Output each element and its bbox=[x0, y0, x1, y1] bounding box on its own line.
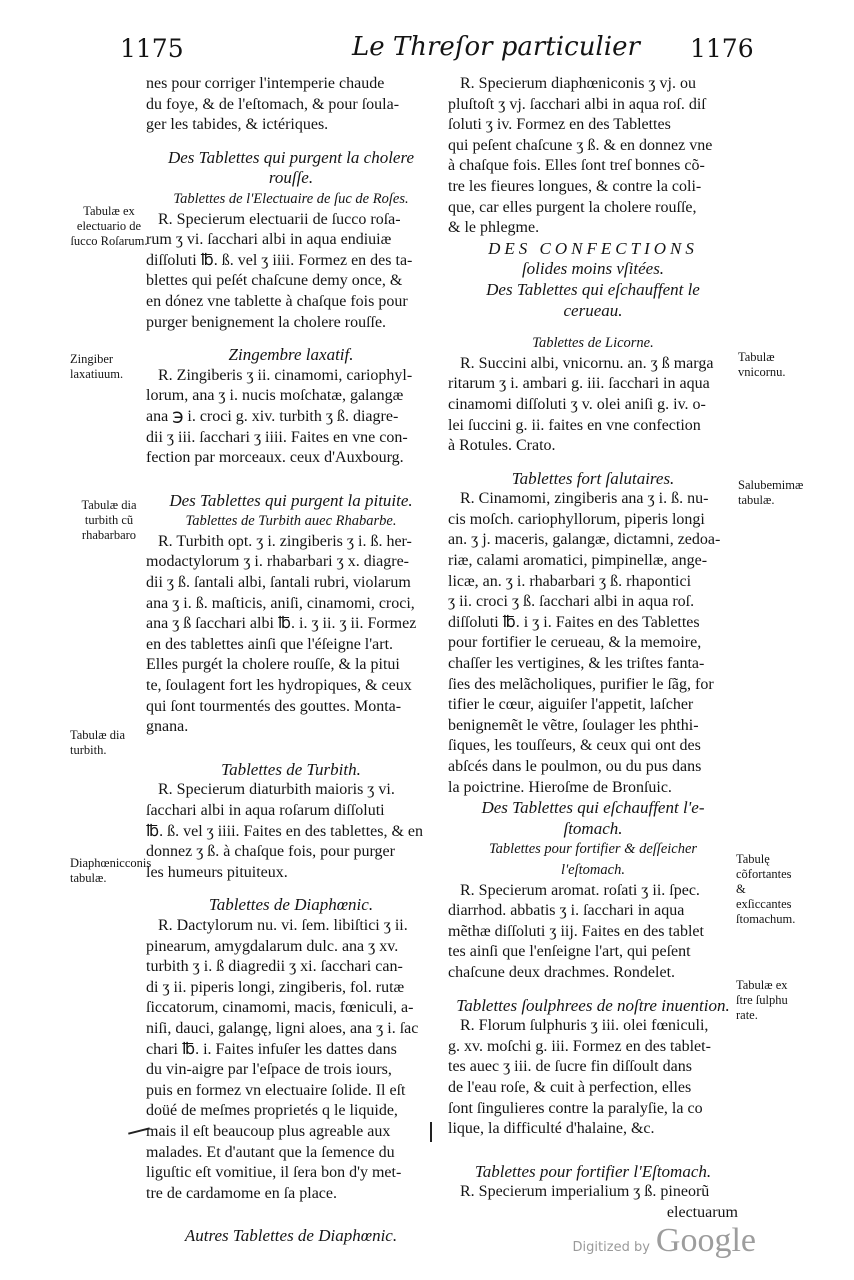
text-line: tes auec ʒ iii. de ſucre fin diſſoult dans bbox=[448, 1058, 692, 1076]
text-line: diſſoluti ℔. i ʒ i. Faites en des Tablettes bbox=[448, 613, 700, 631]
text-line: donnez ʒ ß. à chaſque fois, pour purger bbox=[146, 843, 395, 861]
text-line: ℔. ß. vel ʒ iiii. Faites en des tablettes, & en bbox=[146, 822, 424, 840]
section-heading: Tablettes pour fortifier l'Eſtomach. bbox=[474, 1161, 712, 1181]
text-line: du vin-aigre par l'eſpace de trois iours, bbox=[146, 1061, 392, 1079]
text-line: les humeurs pituiteux. bbox=[146, 863, 288, 881]
margin-note: Tabulæ ex ſtre ſulphu rate. bbox=[736, 978, 788, 1022]
spacer bbox=[146, 469, 436, 491]
text-line: dii ʒ ß. ſantali albi, ſantali rubri, violarum bbox=[146, 574, 411, 592]
text-line: R. Succini albi, vnicornu. an. ʒ ß marga bbox=[460, 354, 714, 372]
section-heading: Des Tablettes qui eſchauffent le bbox=[486, 279, 700, 299]
text-line: chaſſer les vertigines, & les triſtes fanta- bbox=[448, 655, 705, 673]
text-line: diarrhod. abbatis ʒ i. ſacchari in aqua bbox=[448, 902, 685, 920]
margin-note: Tabulæ dia turbith. bbox=[70, 728, 126, 757]
text-line: pinearum, amygdalarum dulc. ana ʒ xv. bbox=[146, 937, 399, 955]
text-line: chaſcune deux drachmes. Rondelet. bbox=[448, 963, 676, 981]
text-line: an. ʒ j. maceris, galangæ, dictamni, zedoa- bbox=[448, 531, 721, 549]
text-line: ſiccatorum, cinamomi, macis, fœniculi, a- bbox=[146, 999, 414, 1017]
recipe-heading: Tablettes de l'Electuaire de ſuc de Roſes. bbox=[173, 190, 409, 207]
text-line: tifier le cœur, aiguiſer l'appetit, laſcher bbox=[448, 696, 694, 714]
digitized-by-label: Digitized by bbox=[572, 1240, 650, 1255]
text-line: la poictrine. Hieroſme de Bronſuic. bbox=[448, 778, 672, 796]
recipe-heading: Tablettes de Licorne. bbox=[532, 335, 654, 352]
text-line: pour fortifier le cerueau, & la memoire, bbox=[448, 634, 702, 652]
text-line: en dónez vne tablette à chaſque fois pour bbox=[146, 292, 408, 310]
text-line: modactylorum ʒ i. rhabarbari ʒ x. diagre- bbox=[146, 553, 409, 571]
text-line: chari ℔. i. Faites infuſer les dattes dans bbox=[146, 1040, 397, 1058]
text-line: ſiques, les touſſeurs, & ceux qui ont des bbox=[448, 737, 701, 755]
text-line: R. Specierum diaturbith maioris ʒ vi. bbox=[158, 781, 395, 799]
text-line: nes pour corriger l'intemperie chaude bbox=[146, 75, 385, 92]
text-line: ſont ſingulieres contre la paralyſie, la co bbox=[448, 1099, 703, 1117]
text-line: ſies des melãcholiques, purifier le ſãg, for bbox=[448, 675, 714, 693]
text-line: R. Cinamomi, zingiberis ana ʒ i. ß. nu- bbox=[460, 490, 709, 508]
recipe-heading: Tablettes de Turbith auec Rhabarbe. bbox=[185, 513, 397, 530]
text-line: du foye, & de l'eſtomach, & pour ſoula- bbox=[146, 95, 400, 113]
margin-note: Zingiber laxatiuum. bbox=[70, 352, 124, 381]
text-line: doüé de meſmes proprietés q le liquide, bbox=[146, 1102, 398, 1120]
spacer bbox=[448, 984, 738, 996]
text-line: ſoluti ʒ iv. Formez en des Tablettes bbox=[448, 116, 671, 134]
catchword: electuarum bbox=[666, 1203, 738, 1221]
text-line: qui peſent chaſcune ʒ ß. & en donnez vne bbox=[448, 136, 713, 154]
digitized-watermark bbox=[573, 1222, 756, 1260]
text-line: de l'eau roſe, & cuit à perfection, elles bbox=[448, 1078, 692, 1096]
text-line: turbith ʒ i. ß diagredii ʒ xi. ſacchari can- bbox=[146, 958, 403, 976]
text-line: tes ainſi que l'enſeigne l'art, qui peſent bbox=[448, 943, 691, 961]
section-heading: Tablettes de Diaphœnic. bbox=[208, 895, 374, 915]
text-line: Elles purgét la cholere rouſſe, & la pitui bbox=[146, 656, 400, 674]
text-line: pluſtoſt ʒ vj. ſacchari albi in aqua roſ. diſ bbox=[448, 95, 706, 113]
section-heading: Tablettes fort ſalutaires. bbox=[511, 468, 675, 488]
left-text-column bbox=[146, 74, 436, 1247]
margin-note: Salubemimæ tabulæ. bbox=[738, 478, 804, 507]
recipe-heading: Tablettes pour fortifier & deſſeicher bbox=[488, 841, 698, 858]
text-line: R. Dactylorum nu. vi. ſem. libiſtici ʒ ii. bbox=[158, 916, 408, 934]
text-line: blettes qui peſét chaſcune demy once, & bbox=[146, 272, 403, 290]
text-line: liguſtic eſt vomitiue, il ſera bon d'y met- bbox=[146, 1164, 402, 1182]
google-logo: Google bbox=[655, 1222, 756, 1259]
text-line: R. Specierum aromat. roſati ʒ ii. ſpec. bbox=[460, 881, 700, 899]
margin-note: Diaphœnicconis tabulæ. bbox=[70, 856, 152, 885]
margin-note: Tabulæ vnicornu. bbox=[738, 350, 786, 379]
text-line: mais il eſt beaucoup plus agreable aux bbox=[146, 1122, 391, 1140]
text-line: lorum, ana ʒ i. nucis moſchatæ, galangæ bbox=[146, 387, 404, 405]
text-line: abſcés dans le poulmon, ou du pus dans bbox=[448, 758, 702, 775]
text-line: lei ſuccini g. ii. faites en vne confection bbox=[448, 416, 701, 434]
section-heading: Tablettes ſoulphrees de noſtre inuention. bbox=[456, 995, 730, 1015]
spacer bbox=[448, 321, 738, 333]
spacer bbox=[146, 1204, 436, 1226]
text-line: licæ, an. ʒ i. rhabarbari ʒ ß. rhapontici bbox=[448, 572, 692, 590]
text-line: riæ, calami aromatici, pimpinellæ, ange- bbox=[448, 552, 708, 570]
text-line: R. Specierum imperialium ʒ ß. pineorũ bbox=[460, 1183, 710, 1201]
section-heading: cerueau. bbox=[563, 300, 623, 320]
text-line: ger les tabides, & ictériques. bbox=[146, 116, 329, 134]
spacer bbox=[146, 738, 436, 760]
text-line: R. Zingiberis ʒ ii. cinamomi, cariophyl- bbox=[158, 366, 413, 384]
margin-note: Tabulę cõfortantes & exſiccantes ſtomachum. bbox=[736, 852, 796, 926]
page-number-right: 1176 bbox=[690, 34, 754, 63]
text-line: lique, la difficulté d'halaine, &c. bbox=[448, 1120, 655, 1138]
text-line: rum ʒ vi. ſacchari albi in aqua endiuiæ bbox=[146, 231, 392, 249]
text-line: ana ℈ i. croci g. xiv. turbith ʒ ß. diagre- bbox=[146, 407, 399, 425]
text-line: te, ſoulagent fort les hydropiques, & ceux bbox=[146, 677, 412, 695]
text-line: tre de cardamome en ſa place. bbox=[146, 1184, 337, 1202]
margin-note: Tabulæ dia turbith cũ rhabarbaro bbox=[81, 498, 137, 542]
section-heading: Des Tablettes qui purgent la cholere bbox=[167, 147, 414, 167]
text-line: mẽthæ diſſoluti ʒ iij. Faites en des tablet bbox=[448, 922, 704, 940]
spacer bbox=[448, 457, 738, 469]
text-line: ritarum ʒ i. ambari g. iii. ſacchari in aqua bbox=[448, 375, 710, 393]
spacer bbox=[146, 883, 436, 895]
page-number-left: 1175 bbox=[120, 34, 184, 63]
text-line: à chaſque fois. Elles ſont treſ bonnes cõ- bbox=[448, 157, 705, 175]
text-line: di ʒ ii. piperis longi, zingiberis, fol. rutæ bbox=[146, 978, 405, 996]
text-line: ana ʒ i. ß. maſticis, aniſi, cinamomi, croci, bbox=[146, 594, 415, 612]
text-line: gnana. bbox=[146, 718, 189, 736]
spacer bbox=[146, 333, 436, 345]
text-line: ana ʒ ß ſacchari albi ℔. i. ʒ ii. ʒ ii. Formez bbox=[146, 615, 417, 633]
running-title: Le Threſor particulier bbox=[352, 32, 640, 62]
text-line: & le phlegme. bbox=[448, 219, 540, 237]
section-heading: ſolides moins vſitées. bbox=[521, 259, 665, 279]
text-line: malades. Et d'autant que la ſemence du bbox=[146, 1143, 395, 1161]
text-line: dii ʒ iii. ſacchari ʒ iiii. Faites en vne con- bbox=[146, 428, 408, 446]
section-heading: Des Tablettes qui eſchauffent l'e- bbox=[481, 798, 705, 818]
column-mark bbox=[430, 1122, 432, 1142]
section-heading: Des Tablettes qui purgent la pituite. bbox=[169, 490, 413, 510]
text-line: ʒ ii. croci ʒ ß. ſacchari albi in aqua roſ. bbox=[448, 593, 695, 611]
text-line: g. xv. moſchi g. iii. Formez en des tablet- bbox=[448, 1037, 711, 1055]
right-text-column bbox=[448, 74, 738, 1223]
text-line: qui ſont tourmentés des gouttes. Monta- bbox=[146, 697, 402, 715]
recipe-heading: l'eſtomach. bbox=[561, 861, 625, 878]
text-line: R. Florum ſulphuris ʒ iii. olei fœniculi, bbox=[460, 1017, 709, 1035]
text-line: purger benignement la cholere rouſſe. bbox=[146, 313, 387, 331]
margin-note: Tabulæ ex electuario de ſucco Roſarum. bbox=[70, 204, 148, 248]
spacer bbox=[448, 1140, 738, 1162]
text-line: en des tablettes ainſi que l'éſeigne l'art. bbox=[146, 635, 394, 653]
text-line: fection par morceaux. ceux d'Auxbourg. bbox=[146, 449, 404, 467]
text-line: cinamomi diſſoluti ʒ v. olei aniſi g. iv. o- bbox=[448, 395, 706, 413]
text-line: à Rotules. Crato. bbox=[448, 437, 556, 455]
text-line: R. Specierum electuarii de ſucco roſa- bbox=[158, 210, 401, 228]
text-line: benignemẽt le vẽtre, ſoulager les phthi- bbox=[448, 716, 699, 734]
section-heading: Zingembre laxatif. bbox=[228, 345, 354, 365]
section-heading: rouſſe. bbox=[268, 168, 314, 188]
section-heading: Tablettes de Turbith. bbox=[221, 759, 361, 779]
text-line: diſſoluti ℔. ß. vel ʒ iiii. Formez en des ta- bbox=[146, 251, 413, 269]
text-line: que, car elles purgent la cholere rouſſe, bbox=[448, 198, 697, 216]
chapter-heading: DES CONFECTIONS bbox=[488, 238, 698, 258]
spacer bbox=[146, 136, 436, 148]
text-line: R. Specierum diaphœniconis ʒ vj. ou bbox=[460, 75, 696, 92]
text-line: cis moſch. cariophyllorum, piperis longi bbox=[448, 510, 705, 528]
section-heading: Autres Tablettes de Diaphœnic. bbox=[184, 1226, 398, 1246]
text-line: ſacchari albi in aqua roſarum diſſoluti bbox=[146, 802, 385, 819]
text-line: tre les fieures longues, & contre la coli- bbox=[448, 177, 702, 195]
text-line: puis en formez vn electuaire ſolide. Il eſt bbox=[146, 1081, 406, 1099]
section-heading: ſtomach. bbox=[563, 818, 623, 838]
text-line: R. Turbith opt. ʒ i. zingiberis ʒ i. ß. her- bbox=[158, 532, 412, 550]
text-line: niſi, dauci, galangę, ligni aloes, ana ʒ i. ſac bbox=[146, 1019, 419, 1037]
